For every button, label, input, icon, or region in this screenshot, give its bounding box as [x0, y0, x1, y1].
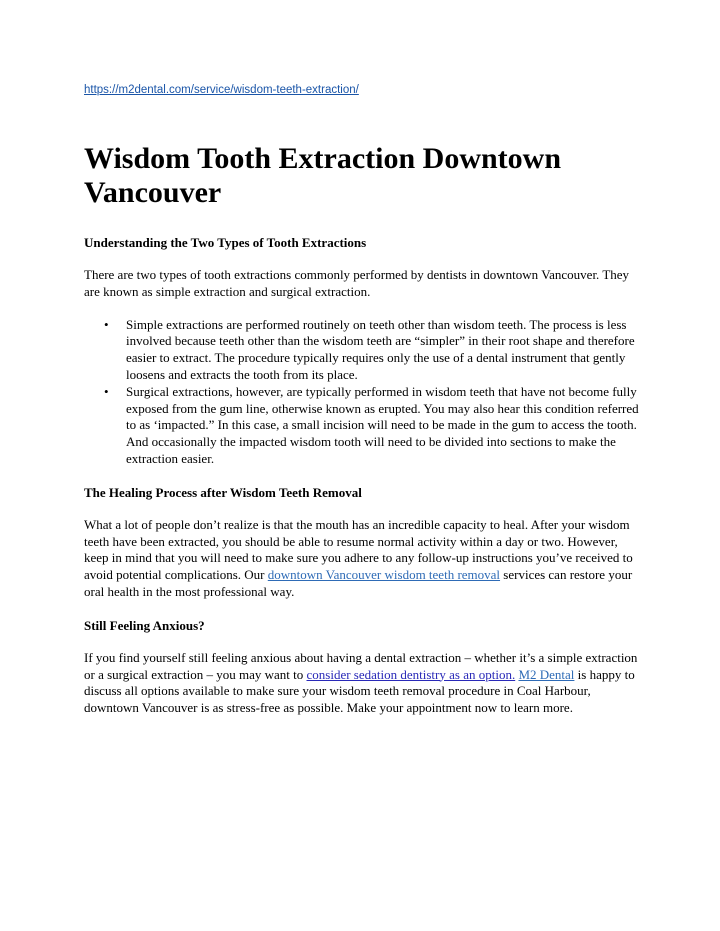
wisdom-teeth-removal-link[interactable]: downtown Vancouver wisdom teeth removal — [267, 567, 501, 583]
bullet-icon: • — [104, 383, 109, 399]
bullet-icon: • — [104, 316, 109, 332]
paragraph-text: What a lot of people don’t realize is that the mouth has an incredible capacity to heal. After your wisdom teeth have been extracted, you should be able to resume normal activity within a day or two. However, keep in mind that you will need to make sure you adhere to any follow-up instructions you’ve received to avoid potential complications. Our — [84, 516, 633, 583]
list-item-text: Surgical extractions, however, are typically performed in wisdom teeth that have not become fully exposed from the gum line, otherwise known as erupted. You may also hear this condition referred to as ‘impacted.” In this case, a small incision will need to be made in the gum to access the tooth. And occasionally the impacted wisdom tooth will need to be divided into sections to make the extraction easier. — [126, 383, 639, 466]
section-heading-extraction-types: Understanding the Two Types of Tooth Extractions — [84, 235, 367, 250]
list-item-simple-extraction — [84, 317, 644, 384]
page-title: Wisdom Tooth Extraction Downtown Vancouver — [84, 142, 562, 209]
paragraph-text: If you find yourself still feeling anxious about having a dental extraction – whether it’s a simple extraction or a surgical extraction – you may want to — [84, 649, 638, 682]
source-url-link[interactable]: https://m2dental.com/service/wisdom-teeth-extraction/ — [84, 84, 359, 96]
section-heading-anxious: Still Feeling Anxious? — [84, 617, 205, 633]
section-paragraph-intro: There are two types of tooth extractions commonly performed by dentists in downtown Vancouver. They are known as simple extraction and surgical extraction. — [84, 267, 630, 299]
list-item-text: Simple extractions are performed routinely on teeth other than wisdom teeth. The process is less involved because teeth other than the wisdom teeth are “simpler” in their root shape and therefore easier to extract. The procedure typically requires only the use of a dental instrument that gently loosens and extracts the tooth from its place. — [126, 316, 635, 382]
section-heading-healing: The Healing Process after Wisdom Teeth Removal — [84, 484, 362, 500]
list-item-surgical-extraction — [84, 384, 644, 468]
article-content — [84, 142, 644, 717]
section-paragraph-anxious — [84, 650, 644, 717]
paragraph-text: is happy to discuss all options available to make sure your wisdom teeth removal procedure in Coal Harbour, downtown Vancouver is as stress-free as possible. Make your appointment now to learn more. — [84, 666, 635, 716]
m2-dental-link[interactable]: M2 Dental — [518, 666, 575, 682]
sedation-dentistry-link[interactable]: consider sedation dentistry as an option. — [306, 666, 516, 682]
section-paragraph-healing — [84, 517, 644, 601]
paragraph-text: services can restore your oral health in the most professional way. — [84, 567, 633, 599]
extraction-types-list — [84, 317, 644, 468]
